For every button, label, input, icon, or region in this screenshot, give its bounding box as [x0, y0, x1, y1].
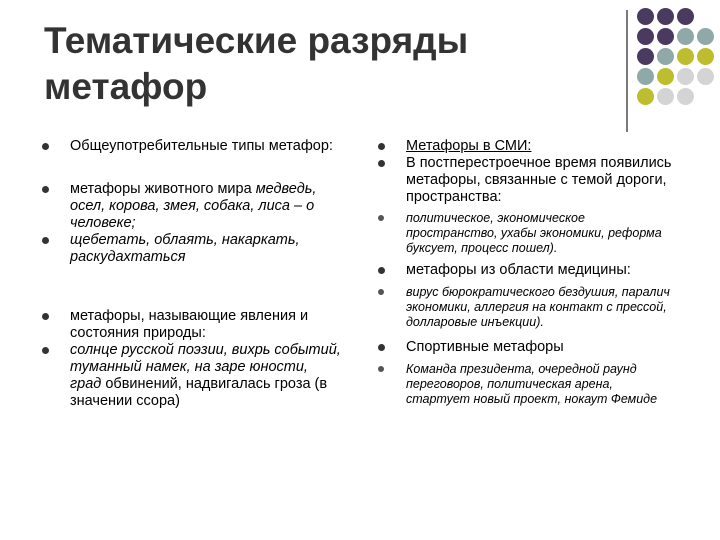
sub-bullet-dot — [378, 289, 384, 295]
bullet-dot — [42, 313, 49, 320]
left-bullet-5-examples: солнце русской поэзии, вихрь событий, туманный намек, на заре юности, град — [70, 342, 341, 392]
right-sub-bullet-3-text: Команда президента, очередной раунд переговоров, политическая арена, стартует новый проект, нокаут Фемиде — [406, 362, 658, 406]
bullet-dot — [42, 186, 49, 193]
right-column — [378, 138, 678, 407]
decor-dot — [637, 68, 654, 85]
bullet-dot — [42, 143, 49, 150]
decor-dot-grid — [633, 8, 719, 123]
left-bullet-2 — [42, 181, 342, 232]
left-bullet-3-examples: щебетать, облаять, накаркать, раскудахтаться — [70, 232, 300, 265]
sub-bullet-dot — [378, 366, 384, 372]
left-bullet-5 — [42, 342, 342, 410]
decor-dot — [697, 68, 714, 85]
right-sub-bullet-1 — [378, 211, 678, 256]
bullet-dot — [378, 344, 385, 351]
decor-dot — [657, 48, 674, 65]
right-sub-bullet-2-text: вирус бюрократического бездушия, паралич экономики, аллергия на контакт с прессой, долларовые инъекции). — [406, 285, 670, 329]
sub-bullet-dot — [378, 215, 384, 221]
bullet-dot — [378, 160, 385, 167]
right-bullet-3 — [378, 262, 678, 279]
left-bullet-4-text: метафоры, называющие явления и состояния природы: — [70, 308, 309, 341]
bullet-dot — [42, 237, 49, 244]
decor-dot — [677, 88, 694, 105]
right-bullet-2 — [378, 155, 678, 206]
decor-dot — [677, 68, 694, 85]
decor-dot — [677, 8, 694, 25]
bullet-dot — [42, 347, 49, 354]
bullet-dot — [378, 267, 385, 274]
decor-dot — [637, 8, 654, 25]
left-bullet-1 — [42, 138, 342, 155]
left-bullet-2-examples: медведь, осел, корова, змея, собака, лиса – о человеке; — [70, 181, 317, 231]
right-bullet-3-text: метафоры из области медицины: — [406, 262, 631, 278]
right-sub-bullet-1-text: политическое, экономическое пространство, ухабы экономики, реформа буксует, процесс пошел). — [406, 211, 662, 255]
title-line-1: Тематические разряды — [44, 20, 469, 61]
decor-dot — [657, 8, 674, 25]
decor-dot — [677, 48, 694, 65]
left-column — [42, 138, 342, 410]
decor-dot — [697, 28, 714, 45]
right-bullet-2-text: В постперестроечное время появились метафоры, связанные с темой дороги, пространства: — [406, 155, 672, 205]
left-bullet-3 — [42, 232, 342, 266]
left-bullet-1-text: Общеупотребительные типы метафор: — [70, 138, 333, 154]
right-bullet-4 — [378, 339, 678, 356]
right-sub-bullet-2 — [378, 285, 678, 330]
decor-dot — [657, 28, 674, 45]
slide-title — [44, 18, 604, 110]
right-bullet-4-text: Спортивные метафоры — [406, 339, 564, 355]
bullet-dot — [378, 143, 385, 150]
decor-dot — [637, 28, 654, 45]
decor-dot — [657, 68, 674, 85]
decor-dot — [677, 28, 694, 45]
right-sub-bullet-3 — [378, 362, 678, 407]
decor-dot — [697, 48, 714, 65]
left-bullet-5-rest: обвинений, надвигалась гроза (в значении ссора) — [70, 376, 328, 409]
decor-dot — [637, 88, 654, 105]
title-line-2: метафор — [44, 66, 208, 107]
right-bullet-1-text: Метафоры в СМИ: — [406, 138, 532, 154]
left-bullet-2-text: метафоры животного мира — [70, 181, 252, 197]
right-bullet-1 — [378, 138, 678, 155]
decor-dot — [657, 88, 674, 105]
left-bullet-4 — [42, 308, 342, 342]
decor-divider-line — [626, 10, 628, 132]
decor-dot — [637, 48, 654, 65]
